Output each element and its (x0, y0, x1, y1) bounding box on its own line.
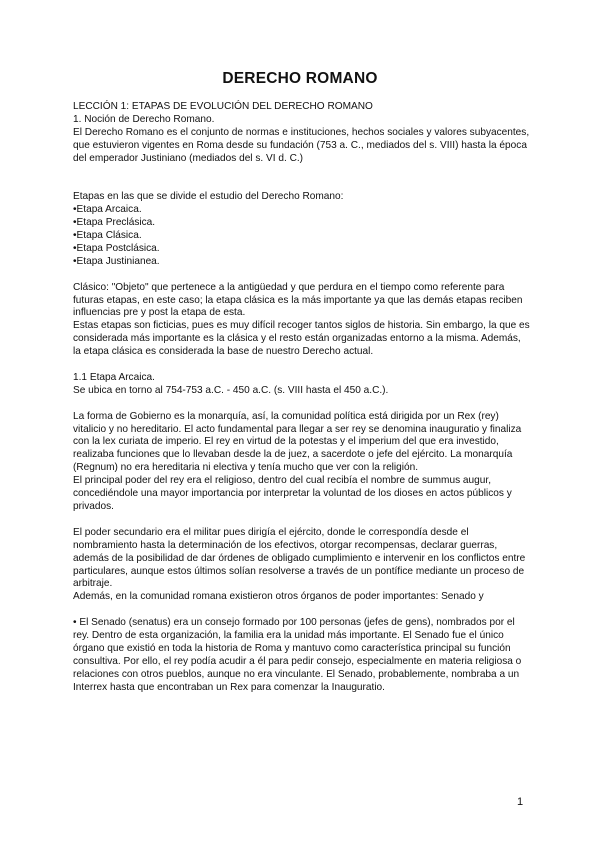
section-1-heading: 1. Noción de Derecho Romano. (73, 113, 215, 125)
list-item: • Etapa Clásica. (73, 230, 531, 243)
section-1-1-date: Se ubica en torno al 754-753 a.C. - 450 a.C. (s. VIII hasta el 450 a.C.). (73, 384, 389, 396)
gobierno-paragraph: La forma de Gobierno es la monarquía, así, la comunidad política está dirigida por un Rex (rey) vitalicio y no hereditario. El acto fundamental para llegar a ser rey se denomina inauguratio y finaliza con la lex curiata de imperio. El rey en virtud de la potestas y el imperium del que era investido, realizaba funciones que lo llevaban desde la de juez, a sacerdote o jefe del ejército. La monarquía (Regnum) no era hereditaria ni electiva y tenía mucho que ver con la religión. (73, 410, 522, 474)
lesson-heading: LECCIÓN 1: ETAPAS DE EVOLUCIÓN DEL DERECHO ROMANO (73, 101, 373, 112)
militar-paragraph: El poder secundario era el militar pues dirigía el ejército, donde le correspondía desde el nombramiento hasta la determinación de los efectivos, otorgar recompensas, declarar guerras, además de la posibilidad de dar órdenes de obligado cumplimiento e intervenir en los conflictos entre particulares, aunque estos últimos solían resolverse a través de un pontífice mediante un proceso de arbitraje. (73, 526, 526, 590)
document-title: DERECHO ROMANO (222, 70, 378, 87)
document-body (73, 101, 531, 695)
etapas-intro: Etapas en las que se divide el estudio del Derecho Romano: (73, 191, 344, 203)
page-number: 1 (517, 796, 524, 808)
organos-paragraph: Además, en la comunidad romana existieron otros órganos de poder importantes: Senado y (73, 591, 484, 603)
list-item: • Etapa Postclásica. (73, 243, 531, 256)
section-1-paragraph: El Derecho Romano es el conjunto de normas e instituciones, hechos sociales y valores subyacentes, que estuvieron vigentes en Roma desde su fundación (753 a. C., mediados del s. VIII) hasta la época del emperador Justiniano (mediados del s. VI d. C.) (73, 126, 530, 164)
etapas-list (73, 204, 531, 269)
list-item: • Etapa Arcaica. (73, 204, 531, 217)
ficticias-paragraph: Estas etapas son ficticias, pues es muy difícil recoger tantos siglos de historia. Sin embargo, la que es considerada más importante es la clásica y el resto están organizadas entorno a la misma. Además, la etapa clásica es considerada la base de nuestro Derecho actual. (73, 320, 530, 358)
clasico-paragraph: Clásico: "Objeto" que pertenece a la antigüedad y que perdura en el tiempo como referente para futuras etapas, en este caso; la etapa clásica es la más importante ya que las demás etapas reciben influencias pre y post la etapa de esta. (73, 281, 523, 319)
section-1-1-heading: 1.1 Etapa Arcaica. (73, 371, 155, 383)
list-item: • Etapa Justinianea. (73, 256, 531, 269)
list-item: • Etapa Preclásica. (73, 217, 531, 230)
senado-paragraph: • El Senado (senatus) era un consejo formado por 100 personas (jefes de gens), nombrados por el rey. Dentro de esta organización, la familia era la unidad más importante. El Senado fue el único órgano que existió en toda la historia de Roma y mantuvo como característica principal su función consultiva. Por ello, el rey podía acudir a él para pedir consejo, especialmente en materia religiosa o relaciones con otros pueblos, aunque no era vinculante. El Senado, probablemente, nombraba a un Interrex hasta que encontraban un Rex para comenzar la Inauguratio. (73, 617, 522, 693)
poder-paragraph: El principal poder del rey era el religioso, dentro del cual recibía el nombre de summus augur, concediéndole una mayor importancia por interpretar la voluntad de los dioses en actos públicos y privados. (73, 475, 512, 513)
